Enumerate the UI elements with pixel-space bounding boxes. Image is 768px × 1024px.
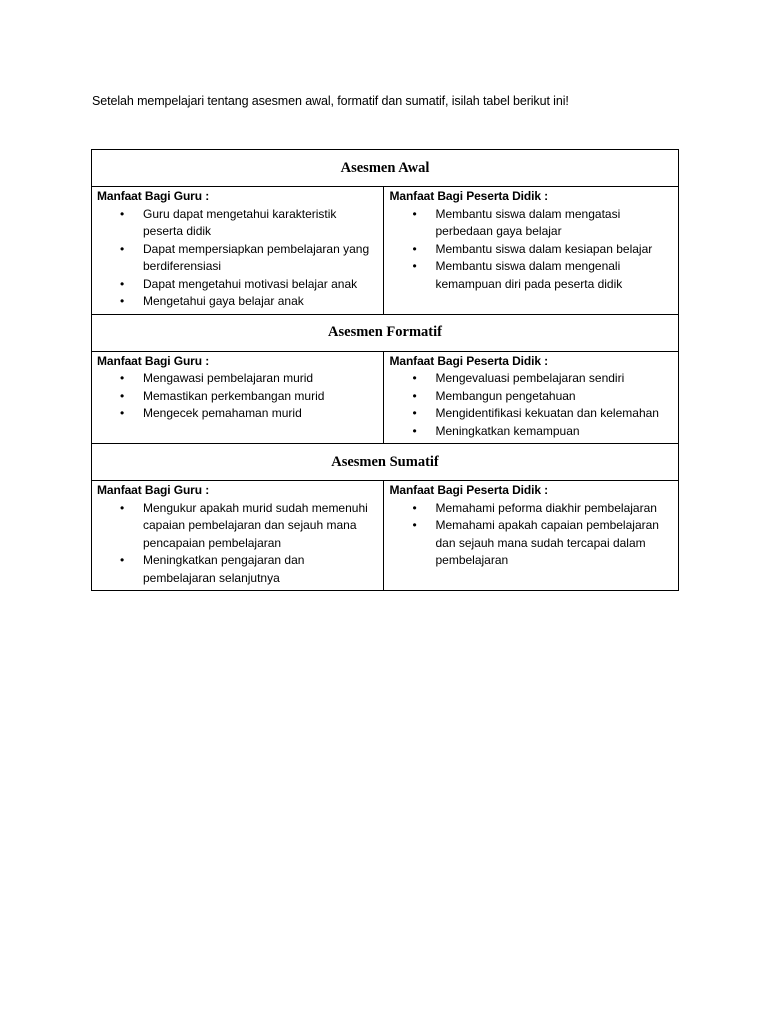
intro-instruction: Setelah mempelajari tentang asesmen awal, formatif dan sumatif, isilah tabel berikut ini!: [92, 94, 569, 108]
list-item: [97, 388, 379, 406]
list-item-text: Mengevaluasi pembelajaran sendiri: [435, 371, 625, 385]
bullet-list: [389, 370, 674, 440]
list-item-text: Mengecek pemahaman murid: [143, 406, 302, 420]
bullet-icon: •: [120, 388, 125, 403]
bullet-icon: •: [412, 206, 417, 221]
list-item-text: Memahami apakah capaian pembelajaran dan sejauh mana sudah tercapai dalam pembelajaran: [435, 518, 659, 567]
list-item: [97, 241, 379, 276]
list-item: [97, 206, 379, 241]
list-item-text: Dapat mempersiapkan pembelajaran yang berdiferensiasi: [143, 241, 370, 273]
list-item-text: Mengidentifikasi kekuatan dan kelemahan: [435, 406, 659, 420]
bullet-icon: •: [120, 500, 125, 515]
list-item: [389, 241, 674, 259]
list-item-text: Dapat mengetahui motivasi belajar anak: [143, 276, 358, 291]
list-item: [389, 388, 674, 406]
list-item: [389, 405, 674, 423]
bullet-icon: •: [412, 388, 417, 403]
bullet-icon: •: [412, 241, 417, 256]
manfaat-peserta-didik-heading: Manfaat Bagi Peserta Didik :: [389, 189, 549, 203]
manfaat-peserta-didik-cell-formatif: [384, 351, 679, 444]
manfaat-guru-cell-sumatif: [92, 481, 384, 591]
list-item: [389, 370, 674, 388]
bullet-icon: •: [120, 371, 125, 385]
list-item: [389, 423, 674, 441]
list-item-text: Meningkatkan kemampuan: [435, 423, 580, 438]
bullet-icon: •: [412, 406, 417, 420]
list-item-text: Membantu siswa dalam kesiapan belajar: [435, 241, 653, 256]
bullet-icon: •: [120, 241, 125, 256]
bullet-icon: •: [412, 518, 417, 532]
bullet-icon: •: [412, 423, 417, 438]
bullet-icon: •: [412, 259, 417, 273]
bullet-icon: •: [120, 406, 125, 420]
list-item-text: Memahami peforma diakhir pembelajaran: [435, 500, 657, 515]
section-title-sumatif: Asesmen Sumatif: [92, 444, 679, 481]
list-item-text: Membantu siswa dalam mengatasi perbedaan gaya belajar: [435, 206, 621, 238]
manfaat-guru-heading: Manfaat Bagi Guru :: [97, 483, 210, 497]
bullet-list: [97, 206, 379, 311]
list-item-text: Guru dapat mengetahui karakteristik peserta didik: [143, 206, 337, 238]
manfaat-guru-heading: Manfaat Bagi Guru :: [97, 353, 210, 368]
section-title-row-sumatif: [92, 444, 679, 481]
manfaat-peserta-didik-cell-awal: [384, 187, 679, 315]
bullet-icon: •: [120, 276, 125, 291]
manfaat-peserta-didik-heading: Manfaat Bagi Peserta Didik :: [389, 483, 549, 497]
list-item: [389, 500, 674, 518]
list-item-text: Meningkatkan pengajaran dan pembelajaran selanjutnya: [143, 553, 305, 585]
list-item: [97, 500, 379, 553]
list-item: [97, 552, 379, 587]
section-title-row-formatif: [92, 314, 679, 351]
bullet-list: [97, 500, 379, 588]
section-content-row-sumatif: [92, 481, 679, 591]
section-title-row-awal: [92, 150, 679, 187]
section-title-formatif: Asesmen Formatif: [92, 314, 679, 351]
list-item-text: Membangun pengetahuan: [435, 388, 576, 403]
manfaat-guru-cell-awal: [92, 187, 384, 315]
bullet-list: [389, 206, 674, 294]
section-content-row-awal: [92, 187, 679, 315]
section-title-awal: Asesmen Awal: [92, 150, 679, 187]
list-item-text: Mengawasi pembelajaran murid: [143, 371, 314, 385]
list-item: [97, 405, 379, 423]
bullet-list: [389, 500, 674, 570]
bullet-icon: •: [412, 500, 417, 515]
bullet-icon: •: [120, 294, 125, 308]
list-item-text: Memastikan perkembangan murid: [143, 388, 325, 403]
section-content-row-formatif: [92, 351, 679, 444]
list-item: [97, 370, 379, 388]
manfaat-guru-heading: Manfaat Bagi Guru :: [97, 189, 210, 203]
manfaat-peserta-didik-heading: Manfaat Bagi Peserta Didik :: [389, 353, 549, 368]
list-item-text: Membantu siswa dalam mengenali kemampuan diri pada peserta didik: [435, 259, 623, 291]
bullet-list: [97, 370, 379, 423]
bullet-icon: •: [120, 553, 125, 567]
asesmen-table: [91, 149, 679, 591]
list-item-text: Mengukur apakah murid sudah memenuhi capaian pembelajaran dan sejauh mana pencapaian pembelajaran: [143, 500, 368, 550]
list-item: [389, 258, 674, 293]
manfaat-guru-cell-formatif: [92, 351, 384, 444]
list-item: [97, 276, 379, 294]
bullet-icon: •: [412, 371, 417, 385]
list-item: [389, 517, 674, 570]
bullet-icon: •: [120, 206, 125, 221]
list-item: [97, 293, 379, 311]
manfaat-peserta-didik-cell-sumatif: [384, 481, 679, 591]
list-item: [389, 206, 674, 241]
list-item-text: Mengetahui gaya belajar anak: [143, 294, 304, 308]
